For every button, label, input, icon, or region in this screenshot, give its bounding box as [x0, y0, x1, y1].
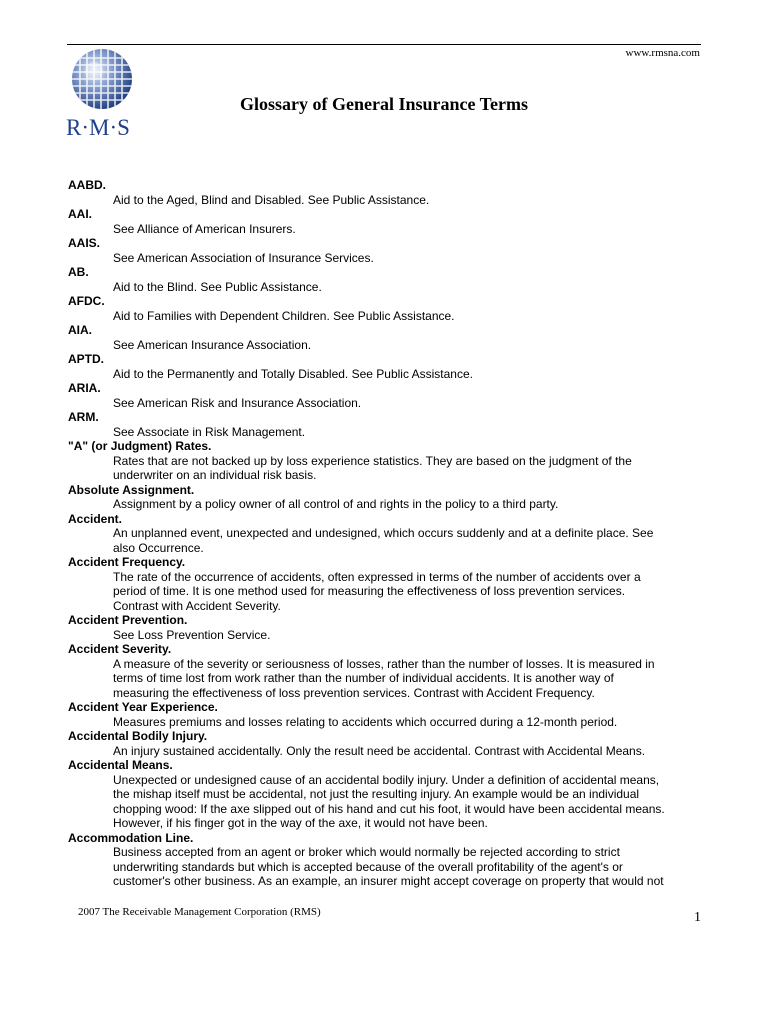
- page-title: Glossary of General Insurance Terms: [240, 94, 528, 114]
- glossary-entry: [68, 700, 668, 729]
- glossary-entry: [68, 381, 668, 410]
- glossary-entry: [68, 236, 668, 265]
- footer-copyright: 2007 The Receivable Management Corporation (RMS): [78, 906, 321, 918]
- glossary-definition: See American Association of Insurance Services.: [113, 250, 374, 265]
- glossary-term: APTD.: [68, 352, 104, 366]
- logo-wordmark: R·M·S: [66, 115, 130, 140]
- glossary-term: ARIA.: [68, 381, 101, 395]
- glossary-entry: [68, 410, 668, 439]
- glossary-entry: [68, 512, 668, 556]
- glossary-entry: [68, 758, 668, 831]
- glossary-definition: See American Insurance Association.: [113, 337, 312, 352]
- glossary-entry: [68, 294, 668, 323]
- glossary-entry: [68, 613, 668, 642]
- glossary-term: Accident Prevention.: [68, 613, 188, 627]
- glossary-definition: An injury sustained accidentally. Only the result need be accidental. Contrast with Accidental Means.: [113, 743, 646, 758]
- glossary-term: AABD.: [68, 178, 106, 192]
- glossary-entry: [68, 439, 668, 483]
- glossary-definition: An unplanned event, unexpected and undesigned, which occurs suddenly and at a definite place. See also Occurrence.: [113, 526, 654, 555]
- glossary-term: Accommodation Line.: [68, 830, 194, 845]
- glossary-term: AAIS.: [68, 236, 101, 250]
- glossary-definition: Measures premiums and losses relating to accidents which occurred during a 12-month period.: [113, 714, 618, 729]
- glossary-term: Accident Frequency.: [68, 555, 186, 569]
- glossary-term: Absolute Assignment.: [68, 482, 195, 497]
- header-url: www.rmsna.com: [625, 47, 700, 59]
- glossary-definition: See American Risk and Insurance Association.: [113, 395, 362, 410]
- glossary-definition: Unexpected or undesigned cause of an accidental bodily injury. Under a definition of accidental means, the mishap itself must be accidental, not just the resulting injury. An example would be an individual chopping wood: If the axe slipped out of his hand and cut his foot, it would have been accidental means. However, if his finger got in the way of the axe, it would not have been.: [113, 772, 665, 830]
- glossary-definition: See Alliance of American Insurers.: [113, 221, 296, 236]
- glossary-term: AFDC.: [68, 294, 105, 308]
- glossary-definition: Aid to the Aged, Blind and Disabled. See Public Assistance.: [113, 192, 430, 207]
- glossary-definition: A measure of the severity or seriousness of losses, rather than the number of losses. It is measured in terms of time lost from work rather than the number of individual accidents. It is another way of measuring the effectiveness of loss prevention services. Contrast with Accident Frequency.: [113, 656, 655, 700]
- glossary-term: AB.: [68, 265, 89, 279]
- glossary-entry: [68, 178, 668, 207]
- glossary-entry: [68, 831, 668, 889]
- glossary-entry: [68, 642, 668, 700]
- glossary-definition: Aid to Families with Dependent Children. See Public Assistance.: [113, 308, 455, 323]
- glossary-definition: Rates that are not backed up by loss experience statistics. They are based on the judgment of the underwriter on an individual risk basis.: [113, 453, 632, 482]
- glossary-term: AAI.: [68, 207, 92, 221]
- glossary-list: [68, 178, 668, 889]
- glossary-definition: Business accepted from an agent or broker which would normally be rejected according to strict underwriting standards but which is accepted because of the overall profitability of the agent's or customer's other business. As an example, an insurer might accept coverage on property that would not: [113, 845, 664, 888]
- glossary-definition: Aid to the Permanently and Totally Disabled. See Public Assistance.: [113, 366, 473, 381]
- header-rule: [67, 44, 701, 45]
- glossary-entry: [68, 323, 668, 352]
- glossary-term: Accidental Bodily Injury.: [68, 729, 208, 743]
- glossary-entry: [68, 352, 668, 381]
- glossary-definition: Aid to the Blind. See Public Assistance.: [113, 279, 322, 294]
- glossary-term: Accident.: [68, 511, 123, 526]
- glossary-definition: Assignment by a policy owner of all control of and rights in the policy to a third party.: [113, 497, 559, 511]
- glossary-entry: [68, 729, 668, 758]
- page-number: 1: [694, 910, 701, 925]
- glossary-term: Accident Year Experience.: [68, 700, 218, 714]
- glossary-definition: See Associate in Risk Management.: [113, 424, 306, 439]
- glossary-term: AIA.: [68, 323, 92, 337]
- glossary-term: Accidental Means.: [68, 758, 173, 772]
- glossary-entry: [68, 483, 668, 512]
- glossary-entry: [68, 265, 668, 294]
- glossary-definition: The rate of the occurrence of accidents, often expressed in terms of the number of accidents over a period of time. It is one method used for measuring the effectiveness of loss prevention services. Contrast with Accident Severity.: [113, 569, 641, 613]
- glossary-entry: [68, 207, 668, 236]
- glossary-term: Accident Severity.: [68, 642, 172, 656]
- glossary-term: ARM.: [68, 410, 99, 424]
- glossary-entry: [68, 555, 668, 613]
- glossary-definition: See Loss Prevention Service.: [113, 627, 271, 642]
- glossary-term: "A" (or Judgment) Rates.: [68, 439, 212, 453]
